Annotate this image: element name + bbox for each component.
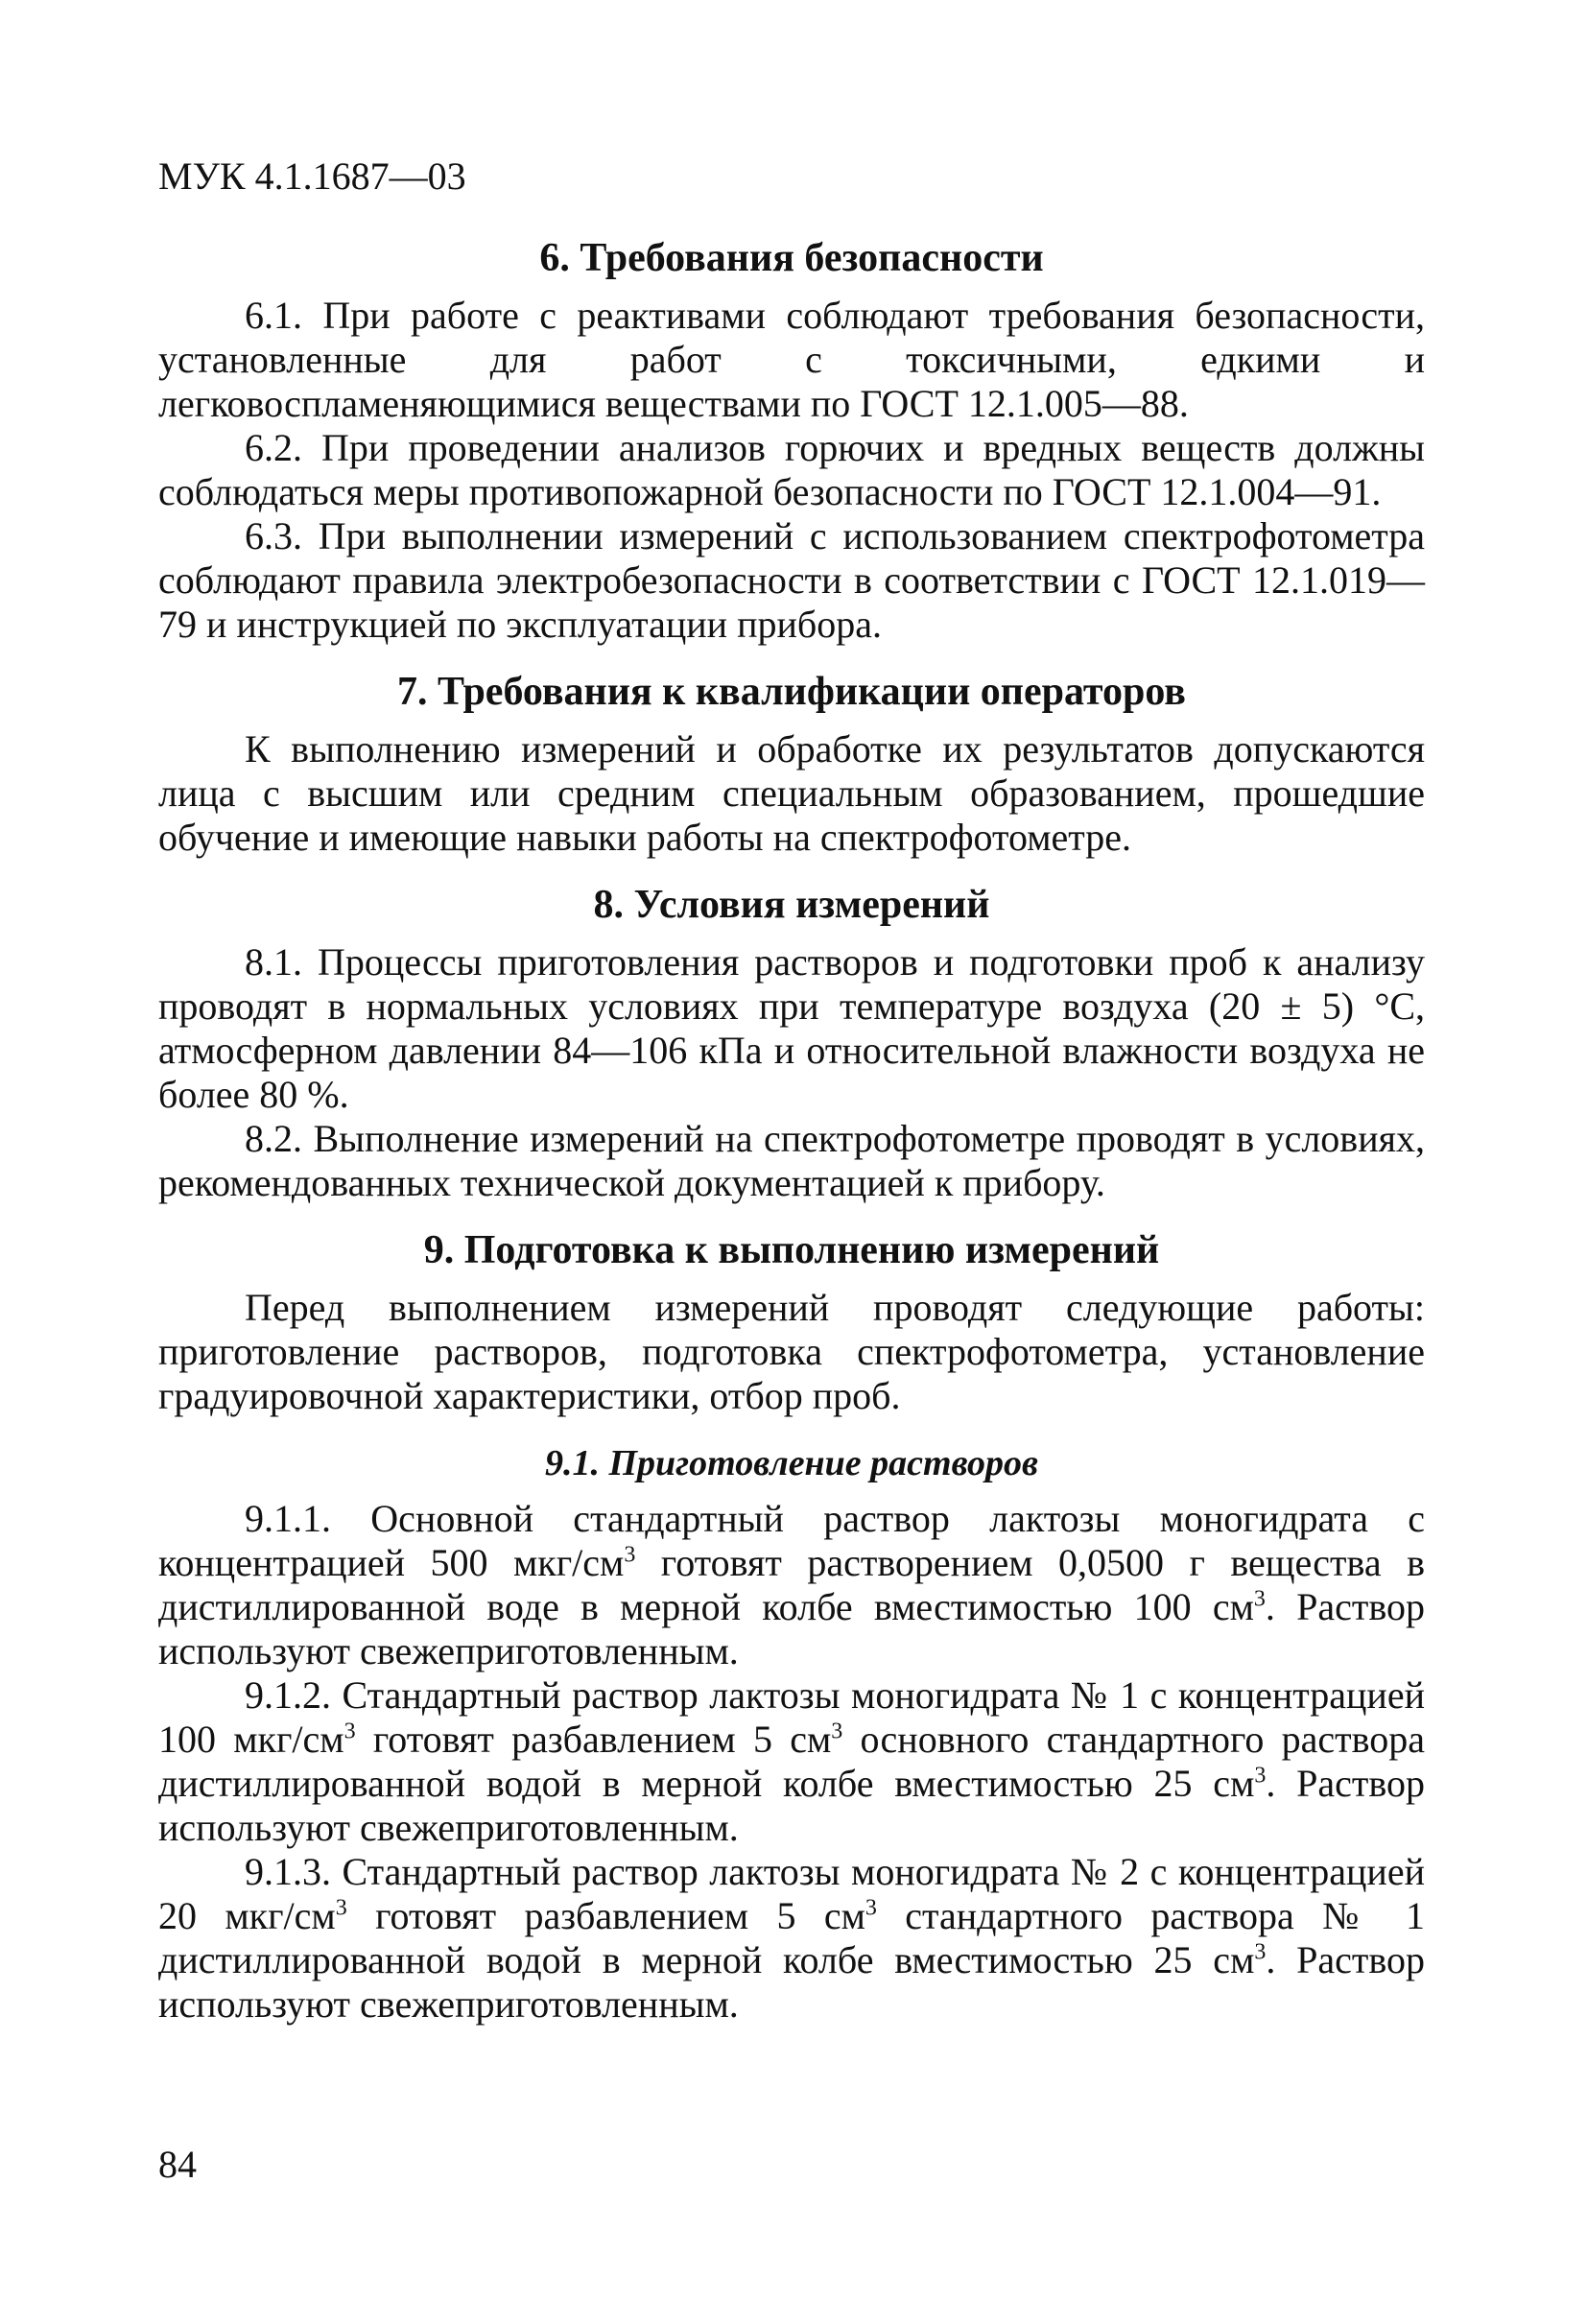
text-run: 9.1.1. Основной стандартный раствор лактозы моногидрата с концентрацией 500 мкг/см [158,1497,1425,1584]
paragraph-9-intro: Перед выполнением измерений проводят следующие работы: приготовление растворов, подготовка спектрофотометра, установление градуировочной характеристики, отбор проб. [158,1286,1425,1417]
text-run: 9.1.2. Стандартный раствор лактозы моногидрата № 1 с концентрацией 100 мкг/см [158,1673,1425,1761]
paragraph-9-1-3 [158,1850,1425,2027]
document-page [158,154,1425,2027]
superscript: 3 [1254,1763,1267,1789]
paragraph-8-1: 8.1. Процессы приготовления растворов и подготовки проб к анализу проводят в нормальных условиях при температуре воздуха (20 ± 5) °С, атмосферном давлении 84—106 кПа и относительной влажности воздуха не более 80 %. [158,940,1425,1116]
section-9-title: 9. Подготовка к выполнению измерений [423,1228,1160,1272]
text-run: готовят разбавлением 5 см [355,1718,832,1761]
text-run: . Раствор используют свежеприготовленным. [158,1585,1425,1672]
paragraph-7: К выполнению измерений и обработке их результатов допускаются лица с высшим или средним специальным образованием, прошедшие обучение и имеющие навыки работы на спектрофотометре. [158,727,1425,859]
superscript: 3 [1253,1586,1266,1612]
text-run: 9.1.3. Стандартный раствор лактозы моногидрата № 2 с концентрацией 20 мкг/см [158,1850,1425,1937]
text-run: готовят растворением 0,0500 г вещества в дистиллированной воде в мерной колбе вместимостью 100 см [158,1541,1425,1628]
section-7-title: 7. Требования к квалификации операторов [397,670,1186,714]
text-run: . Раствор используют свежеприготовленным. [158,1762,1425,1849]
section-8-title: 8. Условия измерений [593,883,990,927]
superscript: 3 [624,1542,636,1568]
subsection-9-1-title: 9.1. Приготовление растворов [544,1443,1039,1483]
superscript: 3 [1254,1939,1267,1965]
page-number: 84 [158,2143,197,2186]
paragraph-6-2: 6.2. При проведении анализов горючих и вредных веществ должны соблюдаться меры противопожарной безопасности по ГОСТ 12.1.004—91. [158,426,1425,513]
superscript: 3 [865,1895,877,1921]
paragraph-8-2: 8.2. Выполнение измерений на спектрофотометре проводят в условиях, рекомендованных технической документацией к прибору. [158,1117,1425,1204]
text-run: готовят разбавлением 5 см [346,1894,865,1937]
superscript: 3 [335,1895,347,1921]
section-6-title: 6. Требования безопасности [539,236,1044,280]
paragraph-9-1-1 [158,1497,1425,1673]
text-run: . Раствор используют свежеприготовленным. [158,1938,1425,2026]
text-run: основного стандартного раствора дистиллированной водой в мерной колбе вместимостью 25 см [158,1718,1425,1805]
paragraph-6-3: 6.3. При выполнении измерений с использованием спектрофотометра соблюдают правила электробезопасности в соответствии с ГОСТ 12.1.019—79 и инструкцией по эксплуатации прибора. [158,514,1425,646]
superscript: 3 [343,1719,356,1744]
paragraph-6-1: 6.1. При работе с реактивами соблюдают требования безопасности, установленные для работ с токсичными, едкими и легковоспламеняющимися веществами по ГОСТ 12.1.005—88. [158,294,1425,425]
text-run: стандартного раствора № 1 дистиллированной водой в мерной колбе вместимостью 25 см [158,1894,1425,1981]
superscript: 3 [831,1719,843,1744]
running-header: МУК 4.1.1687—03 [158,154,466,198]
paragraph-9-1-2 [158,1673,1425,1850]
